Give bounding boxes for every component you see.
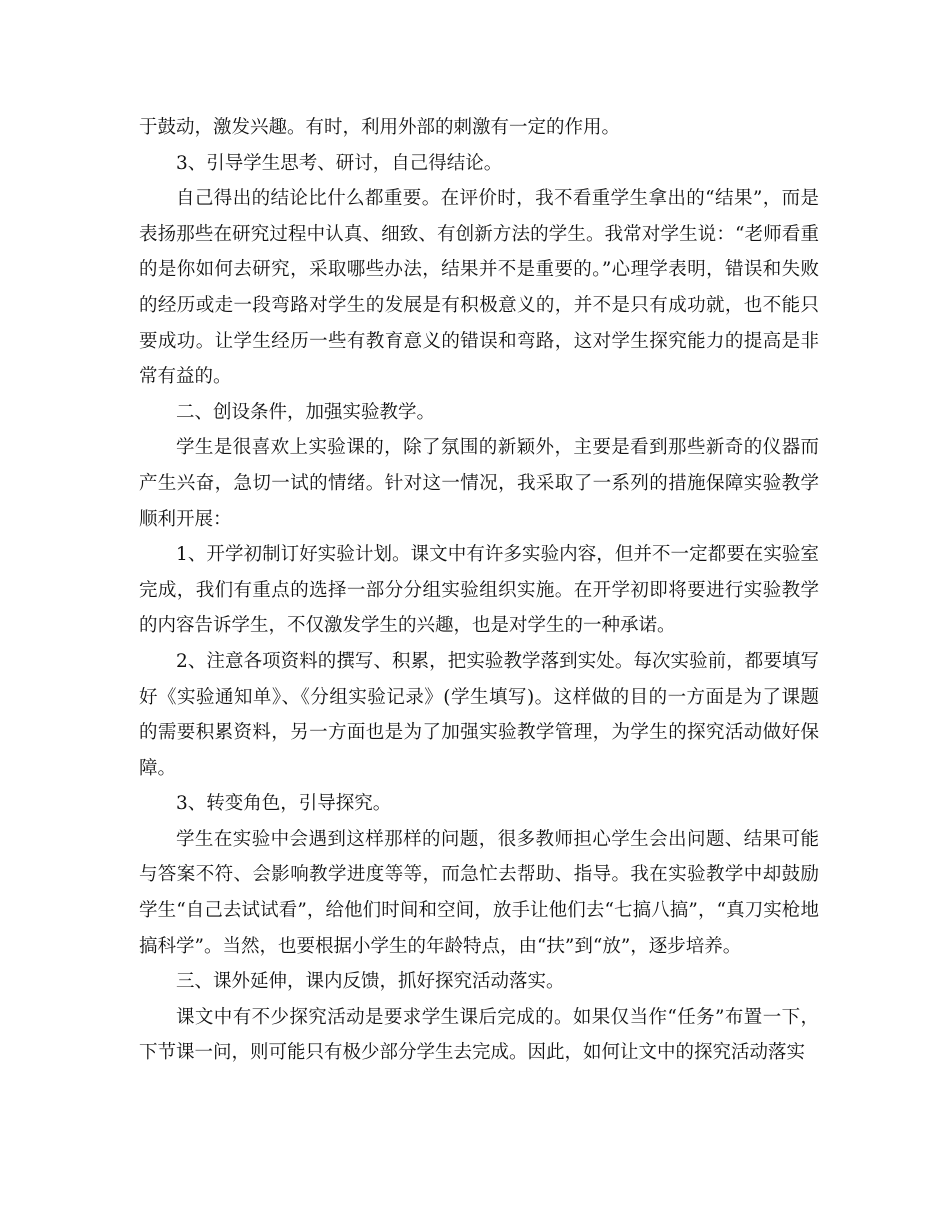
paragraph-continuation: 于鼓动，激发兴趣。有时，利用外部的刺激有一定的作用。 [139,117,621,138]
paragraph-after-class: 课文中有不少探究活动是要求学生课后完成的。如果仅当作“任务”布置一下，下节课一问，则可能只有极少部分学生去完成。因此，如何让文中的探究活动落实 [139,1006,819,1064]
paragraph-conclusion: 自己得出的结论比什么都重要。在评价时，我不看重学生拿出的“结果”，而是表扬那些在研究过程中认真、细致、有创新方法的学生。我常对学生说：“老师看重的是你如何去研究，采取哪些办法，结果并不是重要的。”心理学表明，错误和失败的经历或走一段弯路对学生的发展是有积极意义的，并不是只有成功就，也不能只要成功。让学生经历一些有教育意义的错误和弯路，这对学生探究能力的提高是非常有益的。 [139,188,819,388]
paragraph-guided-inquiry: 学生在实验中会遇到这样那样的问题，很多教师担心学生会出问题、结果可能与答案不符、会影响教学进度等等，而急忙去帮助、指导。我在实验教学中却鼓励学生“自己去试试看”，给他们时间和空间，放手让他们去“七搞八搞”，“真刀实枪地搞科学”。当然，也要根据小学生的年龄特点，由“扶”到“放”，逐步培养。 [139,828,819,957]
paragraph-point-2: 2、注意各项资料的撰写、积累，把实验教学落到实处。每次实验前，都要填写好《实验通知单》、《分组实验记录》(学生填写)。这样做的目的一方面是为了课题的需要积累资料，另一方面也是为了加强实验教学管理，为学生的探究活动做好保障。 [139,650,819,779]
document-body [139,110,819,1071]
paragraph-point-1: 1、开学初制订好实验计划。课文中有许多实验内容，但并不一定都要在实验室完成，我们有重点的选择一部分分组实验组织实施。在开学初即将要进行实验教学的内容告诉学生，不仅激发学生的兴趣，也是对学生的一种承诺。 [139,544,819,637]
paragraph-point-3-heading: 3、引导学生思考、研讨，自己得结论。 [176,152,503,174]
section-heading-3: 三、课外延伸，课内反馈，抓好探究活动落实。 [176,971,565,993]
paragraph-experiment-interest: 学生是很喜欢上实验课的，除了氛围的新颖外，主要是看到那些新奇的仪器而产生兴奋，急切一试的情绪。针对这一情况，我采取了一系列的措施保障实验教学顺利开展： [139,437,819,530]
section-heading-2: 二、创设条件，加强实验教学。 [176,401,436,423]
paragraph-point-3-role: 3、转变角色，引导探究。 [176,793,392,815]
